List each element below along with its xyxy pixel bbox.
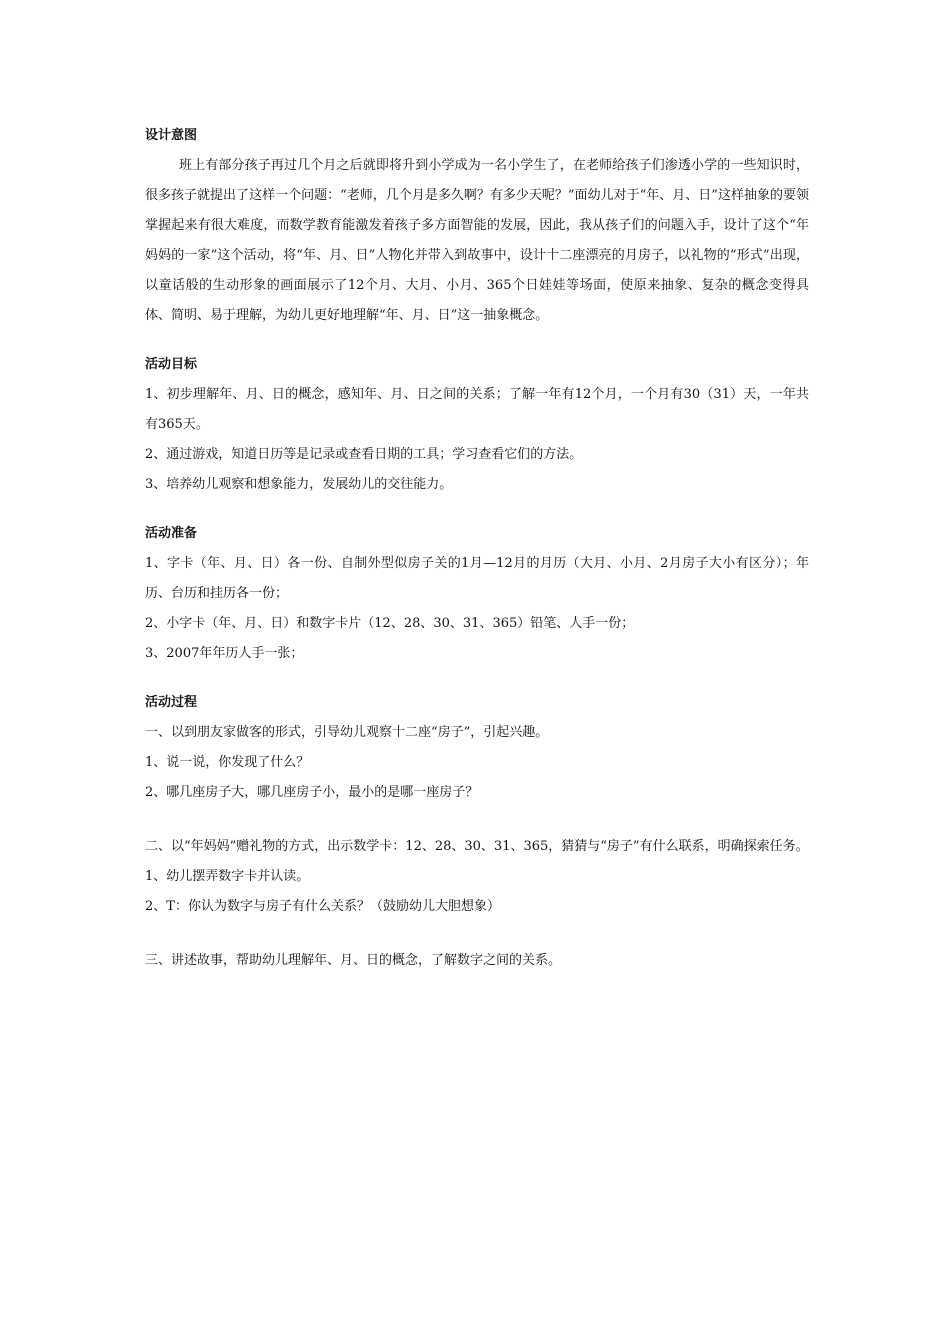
process-step-title: 三、讲述故事，帮助幼儿理解年、月、日的概念，了解数字之间的关系。 xyxy=(145,953,562,968)
section-heading: 活动目标 xyxy=(145,357,198,372)
prep-item: 3、2007年年历人手一张； xyxy=(145,646,304,661)
design-intent-section xyxy=(145,126,809,331)
prep-item: 2、小字卡（年、月、日）和数字卡片（12、28、30、31、365）铅笔、人手一份； xyxy=(145,616,635,631)
process-step-title: 二、以“年妈妈”赠礼物的方式，出示数学卡：12、28、30、31、365，猜猜与“房子”有什么联系，明确探索任务。 xyxy=(145,839,809,854)
activity-goals-section xyxy=(145,355,809,500)
process-item: 2、哪几座房子大，哪几座房子小，最小的是哪一座房子？ xyxy=(145,785,479,800)
goal-item: 2、通过游戏，知道日历等是记录或查看日期的工具；学习查看它们的方法。 xyxy=(145,447,583,462)
activity-prep-section xyxy=(145,524,809,669)
section-heading: 活动准备 xyxy=(145,526,198,541)
process-part-3 xyxy=(145,946,809,976)
design-paragraph: 班上有部分孩子再过几个月之后就即将升到小学成为一名小学生了，在老师给孩子们渗透小学的一些知识时，很多孩子就提出了这样一个问题：“老师，几个月是多久啊？有多少天呢？”面幼儿对于“年、月、日”这样抽象的要领掌握起来有很大难度，而数学教育能激发着孩子多方面智能的发展，因此，我从孩子们的问题入手，设计了这个“年妈妈的一家”这个活动，将“年、月、日”人物化并带入到故事中，设计十二座漂亮的月房子，以礼物的“形式”出现，以童话般的生动形象的画面展示了12个月、大月、小月、365个日娃娃等场面，使原来抽象、复杂的概念变得具体、简明、易于理解，为幼儿更好地理解“年、月、日”这一抽象概念。 xyxy=(145,158,809,323)
document-body xyxy=(145,126,809,976)
prep-item: 1、字卡（年、月、日）各一份、自制外型似房子关的1月—12月的月历（大月、小月、2月房子大小有区分）；年历、台历和挂历各一份； xyxy=(145,556,809,601)
process-item: 1、幼儿摆弄数字卡并认读。 xyxy=(145,869,310,884)
section-heading: 设计意图 xyxy=(145,128,198,143)
activity-process-section xyxy=(145,693,809,976)
goal-item: 3、培养幼儿观察和想象能力，发展幼儿的交往能力。 xyxy=(145,477,453,492)
goal-item: 1、初步理解年、月、日的概念，感知年、月、日之间的关系；了解一年有12个月，一个月有30（31）天，一年共有365天。 xyxy=(145,387,809,432)
process-step-title: 一、以到朋友家做客的形式，引导幼儿观察十二座“房子”，引起兴趣。 xyxy=(145,725,549,740)
process-item: 1、说一说，你发现了什么？ xyxy=(145,755,310,770)
process-item: 2、T：你认为数字与房子有什么关系？（鼓励幼儿大胆想象） xyxy=(145,899,500,914)
process-part-2 xyxy=(145,832,809,922)
section-heading: 活动过程 xyxy=(145,695,198,710)
